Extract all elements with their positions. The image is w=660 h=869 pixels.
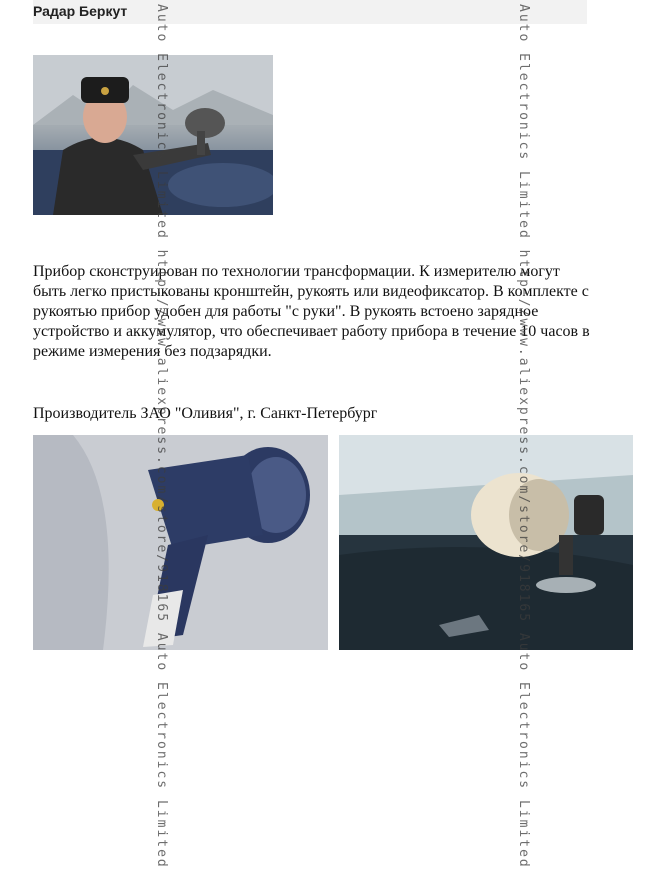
mounted-radar-photo [339, 435, 633, 650]
manufacturer-text: Производитель ЗАО "Оливия", г. Санкт-Петербург [33, 405, 378, 422]
watermark-right: Auto Electronics Limited http://www.aliexpress.com/store/918165 Auto Electronics Limited [516, 4, 531, 869]
watermark-left: Auto Electronics Limited http://www.aliexpress.com/store/918165 Auto Electronics Limited [154, 4, 169, 869]
description-text: Прибор сконструирован по технологии трансформации. К измерителю могут быть легко пристыкованы кронштейн, рукоять или видеофиксатор. В комплекте с рукоятью прибор удобен для работы "с руки". В рукоять встоено зарядное устройство и аккумулятор, что обеспечивает работу прибора в течение 10 часов в режиме измерения без подзарядки. [33, 263, 590, 360]
radar-gun-photo [33, 435, 328, 650]
page-title: Радар Беркут [33, 3, 128, 19]
